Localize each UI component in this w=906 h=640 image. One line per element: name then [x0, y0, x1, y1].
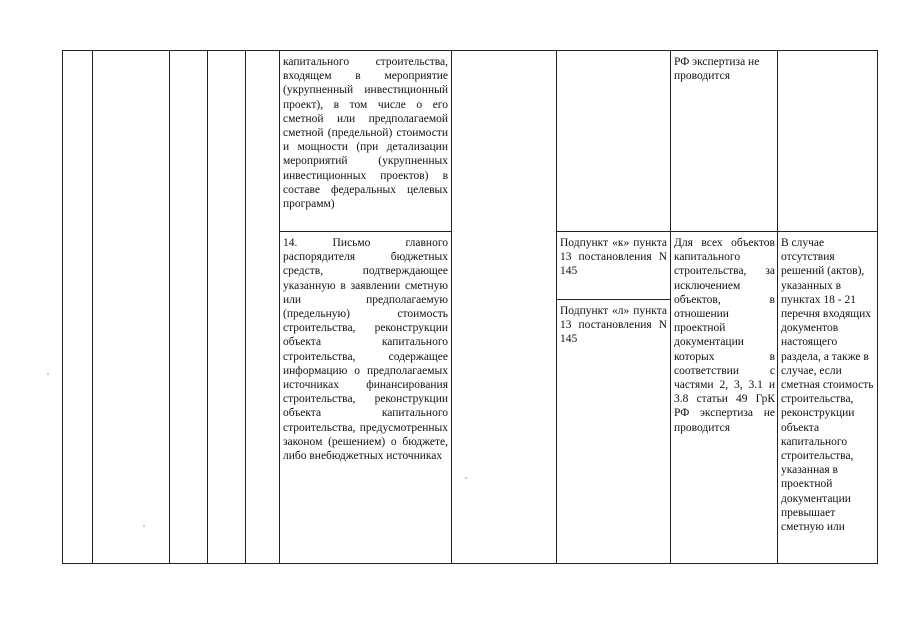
document-description-continued: капитального строительства, входящем в мероприятие (укрупненный инвестиционный проект), в том числе о его сметной или предполагаемой сметной (предельной) стоимости и мощности (при детализации мероприятий (укрупненных инвестиционных проектов) в составе федеральных целевых программ) — [283, 56, 448, 211]
special-case-conditions: В случае отсутствия решений (актов), указанных в пунктах 18 - 21 перечня входящих документов настоящего раздела, а также в случае, если сметная стоимость строительства, реконструкции объекта капитального строительства, указанная в проектной документации превышает сметную или — [781, 237, 874, 534]
basis-divider — [556, 299, 670, 300]
column-border — [556, 50, 557, 564]
column-border — [207, 50, 208, 564]
document-description: 14. Письмо главного распорядителя бюджетных средств, подтверждающее указанную в заявлении сметную или предполагаемую (предельную) стоимость строительства, реконструкции объекта капитального строительства, содержащее информацию о предполагаемых источниках финансирования строительства, реконструкции объекта капитального строительства, предусмотренных законом (решением) о бюджете, либо внебюджетных источниках — [283, 237, 448, 463]
table-bottom-border — [62, 563, 878, 564]
row-divider-left — [279, 231, 451, 232]
column-border — [670, 50, 671, 564]
table-top-border — [62, 50, 878, 51]
column-border — [169, 50, 170, 564]
column-border — [451, 50, 452, 564]
legal-basis-k: Подпункт «к» пункта 13 постановления N 145 — [560, 237, 667, 278]
column-border — [279, 50, 280, 564]
scan-speck — [47, 373, 49, 375]
scan-speck — [143, 525, 145, 527]
column-border — [92, 50, 93, 564]
applicability-conditions: Для всех объектов капитального строительства, за исключением объектов, в отношении проектной документации которых в соответствии с частями 2, 3, 3.1 и 3.8 статьи 49 ГрК РФ экспертиза не проводится — [674, 237, 775, 434]
expertise-note: РФ экспертиза не проводится — [674, 56, 760, 83]
row-divider-right — [556, 231, 878, 232]
scan-speck — [465, 477, 467, 479]
column-border — [245, 50, 246, 564]
column-border — [777, 50, 778, 564]
column-border — [877, 50, 878, 564]
column-border — [62, 50, 63, 564]
legal-basis-l: Подпункт «л» пункта 13 постановления N 145 — [560, 305, 667, 346]
